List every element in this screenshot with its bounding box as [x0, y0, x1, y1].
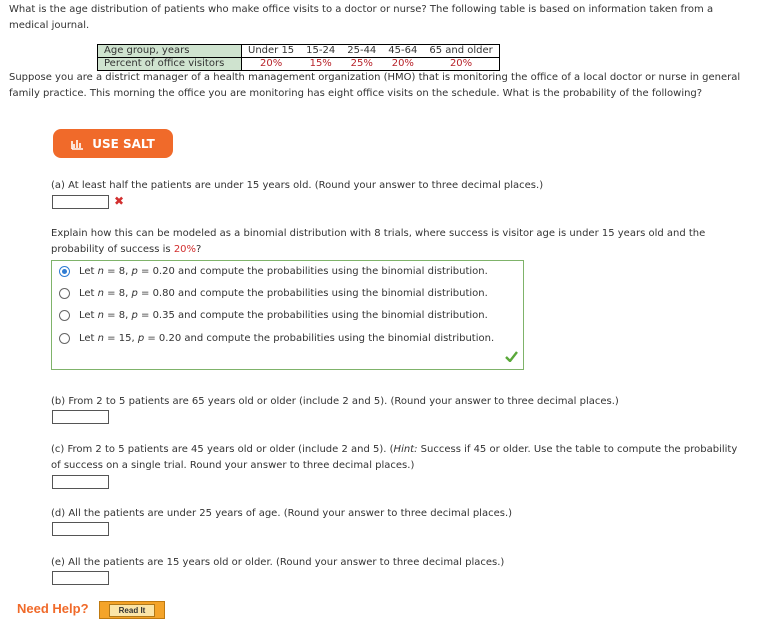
read-it-button[interactable]	[99, 601, 165, 619]
radio-button[interactable]	[59, 310, 70, 321]
table-row	[98, 45, 500, 58]
radio-button-selected[interactable]	[59, 266, 70, 277]
percent-cell: 20%	[382, 58, 423, 71]
choice-option-1[interactable]	[59, 266, 488, 277]
explain-text: Explain how this can be modeled as a binomial distribution with 8 trials, where success is visitor age is under 15 years old and the probability of success is	[51, 228, 706, 255]
choice-panel	[51, 260, 524, 370]
age-group-cell: 25-44	[341, 45, 382, 58]
use-salt-button[interactable]	[53, 129, 173, 158]
explain-question	[51, 226, 741, 258]
part-e-answer-input[interactable]	[52, 571, 109, 585]
use-salt-label: USE SALT	[92, 136, 155, 151]
part-e-question: (e) All the patients are 15 years old or older. (Round your answer to three decimal places.)	[51, 557, 505, 568]
age-distribution-table	[97, 44, 500, 71]
part-b-question: (b) From 2 to 5 patients are 65 years old or older (include 2 and 5). (Round your answer to three decimal places.)	[51, 396, 619, 407]
checkmark-icon	[505, 351, 518, 365]
part-d-question: (d) All the patients are under 25 years of age. (Round your answer to three decimal places.)	[51, 508, 513, 519]
part-a-answer-input[interactable]	[52, 195, 109, 209]
table-row	[98, 58, 500, 71]
radio-button[interactable]	[59, 333, 70, 344]
probability-highlight: 20%	[173, 244, 197, 255]
age-group-cell: Under 15	[242, 45, 301, 58]
age-group-cell: 15-24	[300, 45, 341, 58]
radio-button[interactable]	[59, 288, 70, 299]
read-it-label: Read It	[109, 604, 156, 617]
x-mark-icon: ✖	[114, 194, 125, 208]
percent-cell: 20%	[423, 58, 499, 71]
age-group-cell: 65 and older	[423, 45, 499, 58]
salt-icon	[71, 138, 84, 150]
part-c-answer-input[interactable]	[52, 475, 109, 489]
choice-label: Let n = 15, p = 0.20 and compute the probabilities using the binomial distribution.	[79, 333, 495, 344]
part-a-question: (a) At least half the patients are under 15 years old. (Round your answer to three decimal places.)	[51, 180, 544, 191]
choice-label: Let n = 8, p = 0.20 and compute the probabilities using the binomial distribution.	[79, 266, 488, 277]
percent-cell: 20%	[242, 58, 301, 71]
question-intro: What is the age distribution of patients who make office visits to a doctor or nurse? The following table is based on information taken from a medical journal.	[9, 4, 714, 31]
part-b-answer-input[interactable]	[52, 410, 109, 424]
choice-label: Let n = 8, p = 0.35 and compute the probabilities using the binomial distribution.	[79, 310, 488, 321]
choice-option-2[interactable]	[59, 288, 488, 299]
choice-option-3[interactable]	[59, 310, 488, 321]
choice-label: Let n = 8, p = 0.80 and compute the probabilities using the binomial distribution.	[79, 288, 488, 299]
part-d-answer-input[interactable]	[52, 522, 109, 536]
choice-option-4[interactable]	[59, 333, 494, 344]
part-c-question: (c) From 2 to 5 patients are 45 years old or older (include 2 and 5). (Hint: Success if 45 or older. Use the table to compute the probability of success on a single trial. Round your answer to three decimal places.)	[51, 444, 738, 471]
percent-cell: 25%	[341, 58, 382, 71]
need-help-label: Need Help?	[17, 601, 89, 616]
explain-text-end: ?	[196, 244, 202, 255]
age-group-cell: 45-64	[382, 45, 423, 58]
row-label-percent: Percent of office visitors	[98, 58, 242, 71]
row-label-age-group: Age group, years	[98, 45, 242, 58]
percent-cell: 15%	[300, 58, 341, 71]
scenario-text: Suppose you are a district manager of a health management organization (HMO) that is monitoring the office of a local doctor or nurse in general family practice. This morning the office you are monitoring has eight office visits on the schedule. What is the probability of the following?	[9, 72, 741, 99]
